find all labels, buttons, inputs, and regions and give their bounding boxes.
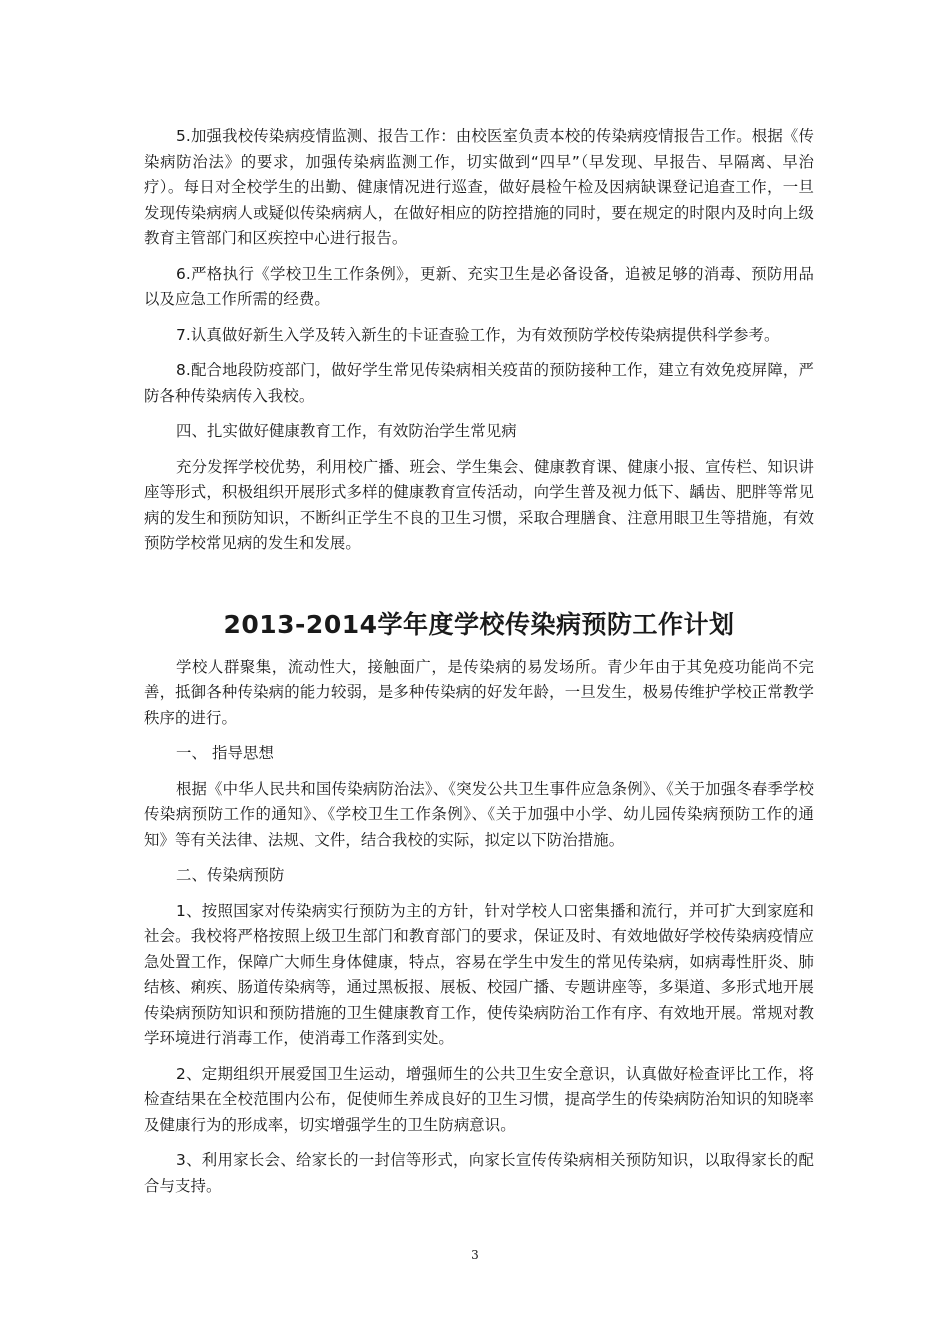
paragraph-item-5: 5.加强我校传染病疫情监测、报告工作：由校医室负责本校的传染病疫情报告工作。根据《传染病防治法》的要求，加强传染病监测工作，切实做到“四早”（早发现、早报告、早隔离、早治疗）。每日对全校学生的出勤、健康情况进行巡查，做好晨检午检及因病缺课登记追查工作，一旦发现传染病病人或疑似传染病病人，在做好相应的防控措施的同时，要在规定的时限内及时向上级教育主管部门和区疾控中心进行报告。 [144,127,814,247]
section-1-body: 根据《中华人民共和国传染病防治法》、《突发公共卫生事件应急条例》、《关于加强冬春季学校传染病预防工作的通知》、《学校卫生工作条例》、《关于加强中小学、幼儿园传染病预防工作的通知》等有关法律、法规、文件，结合我校的实际，拟定以下防治措施。 [144,779,814,849]
page-content [144,124,814,1209]
section-4-body: 充分发挥学校优势，利用校广播、班会、学生集会、健康教育课、健康小报、宣传栏、知识讲座等形式，积极组织开展形式多样的健康教育宣传活动，向学生普及视力低下、龋齿、肥胖等常见病的发生和预防知识，不断纠正学生不良的卫生习惯，采取合理膳食、注意用眼卫生等措施，有效预防学校常见病的发生和发展。 [144,457,814,552]
paragraph-item-6: 6.严格执行《学校卫生工作条例》，更新、充实卫生是必备设备，追被足够的消毒、预防用品以及应急工作所需的经费。 [144,264,814,308]
section-2-heading: 二、传染病预防 [176,866,285,884]
section-1-heading: 一、 指导思想 [176,744,274,762]
paragraph-item-8: 8.配合地段防疫部门，做好学生常见传染病相关疫苗的预防接种工作，建立有效免疫屏障，严防各种传染病传入我校。 [144,361,814,405]
prevention-item-2: 2、定期组织开展爱国卫生运动，增强师生的公共卫生安全意识，认真做好检查评比工作，将检查结果在全校范围内公布，促使师生养成良好的卫生习惯，提高学生的传染病防治知识的知晓率及健康行为的形成率，切实增强学生的卫生防病意识。 [144,1064,814,1134]
document-title: 2013-2014学年度学校传染病预防工作计划 [223,609,735,639]
paragraph-item-7: 7.认真做好新生入学及转入新生的卡证查验工作，为有效预防学校传染病提供科学参考。 [176,325,780,344]
page-number: 3 [471,1248,479,1262]
section-4-heading: 四、扎实做好健康教育工作，有效防治学生常见病 [176,422,517,440]
intro-paragraph: 学校人群聚集，流动性大，接触面广，是传染病的易发场所。青少年由于其免疫功能尚不完善，抵御各种传染病的能力较弱，是多种传染病的好发年龄，一旦发生，极易传维护学校正常教学秩序的进行。 [144,657,814,727]
prevention-item-1: 1、按照国家对传染病实行预防为主的方针，针对学校人口密集播和流行，并可扩大到家庭和社会。我校将严格按照上级卫生部门和教育部门的要求，保证及时、有效地做好学校传染病疫情应急处置工作，保障广大师生身体健康，特点，容易在学生中发生的常见传染病，如病毒性肝炎、肺结核、痢疾、肠道传染病等，通过黑板报、展板、校园广播、专题讲座等，多渠道、多形式地开展传染病预防知识和预防措施的卫生健康教育工作，使传染病防治工作有序、有效地开展。常规对教学环境进行消毒工作，使消毒工作落到实处。 [144,901,814,1047]
prevention-item-3: 3、利用家长会、给家长的一封信等形式，向家长宣传传染病相关预防知识，以取得家长的配合与支持。 [144,1151,814,1195]
